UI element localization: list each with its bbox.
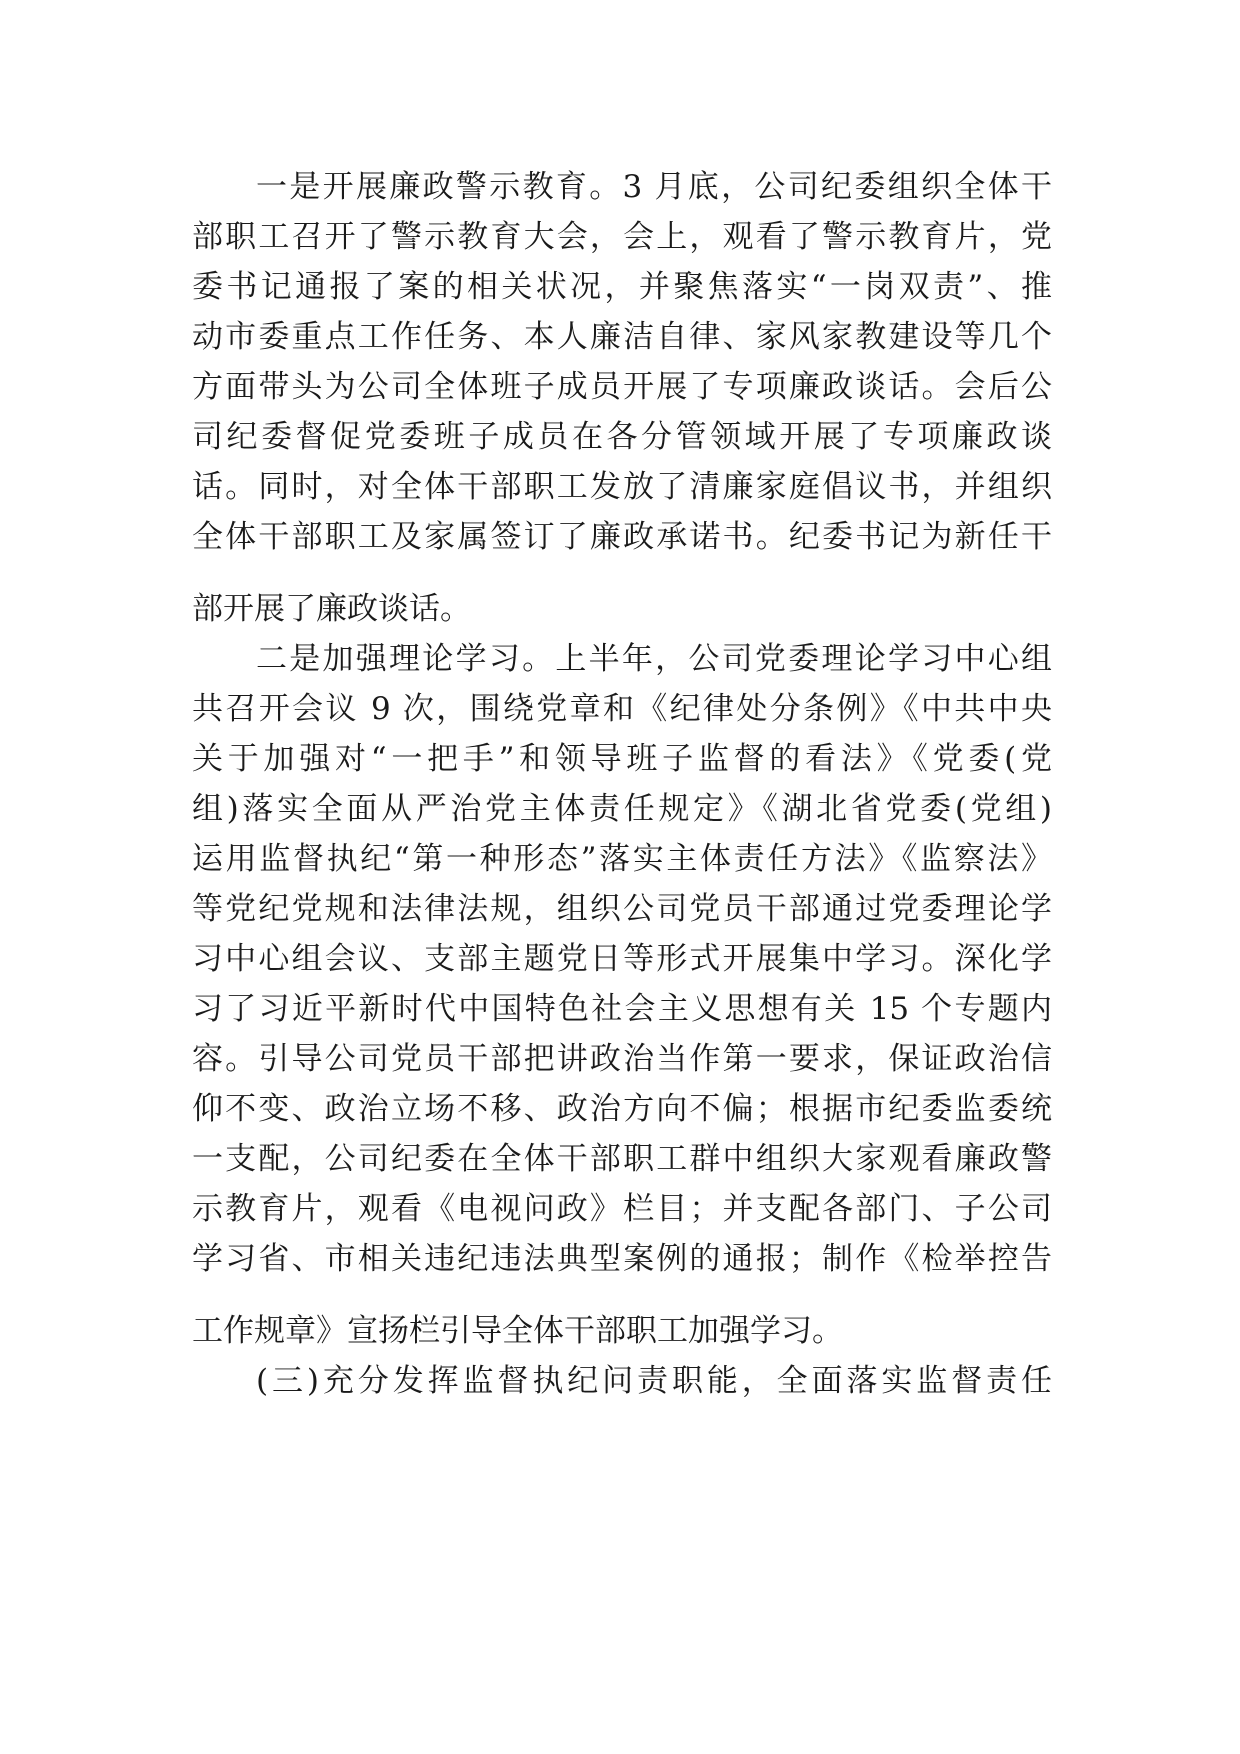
paragraph-spacer (192, 1284, 1052, 1306)
paragraph-line: 运用监督执纪“第一种形态”落实主体责任方法》《监察法》 (192, 841, 1052, 877)
section-heading-line: (三)充分发挥监督执纪问责职能，全面落实监督责任 (256, 1363, 1052, 1399)
document-body (192, 162, 1052, 1406)
paragraph-line: 共召开会议 9 次，围绕党章和《纪律处分条例》《中共中央 (192, 691, 1052, 727)
paragraph-line: 一支配，公司纪委在全体干部职工群中组织大家观看廉政警 (192, 1141, 1052, 1177)
paragraph-line: 工作规章》宣扬栏引导全体干部职工加强学习。 (192, 1313, 843, 1349)
paragraph-line: 一是开展廉政警示教育。3 月底，公司纪委组织全体干 (256, 169, 1052, 205)
paragraph-line: 容。引导公司党员干部把讲政治当作第一要求，保证政治信 (192, 1041, 1052, 1077)
paragraph-line: 部职工召开了警示教育大会，会上，观看了警示教育片，党 (192, 219, 1052, 255)
paragraph-line: 习了习近平新时代中国特色社会主义思想有关 15 个专题内 (192, 991, 1052, 1027)
paragraph-line: 示教育片，观看《电视问政》栏目；并支配各部门、子公司 (192, 1191, 1052, 1227)
paragraph-line: 等党纪党规和法律法规，组织公司党员干部通过党委理论学 (192, 891, 1052, 927)
paragraph-spacer (192, 562, 1052, 584)
paragraph-line: 习中心组会议、支部主题党日等形式开展集中学习。深化学 (192, 941, 1052, 977)
paragraph-line: 司纪委督促党委班子成员在各分管领域开展了专项廉政谈 (192, 419, 1052, 455)
paragraph-line: 委书记通报了案的相关状况，并聚焦落实“一岗双责”、推 (192, 269, 1052, 305)
paragraph-line: 话。同时，对全体干部职工发放了清廉家庭倡议书，并组织 (192, 469, 1052, 505)
paragraph-2 (192, 634, 1052, 1356)
paragraph-line: 学习省、市相关违纪违法典型案例的通报；制作《检举控告 (192, 1241, 1052, 1277)
paragraph-line: 方面带头为公司全体班子成员开展了专项廉政谈话。会后公 (192, 369, 1052, 405)
paragraph-line: 部开展了廉政谈话。 (192, 591, 471, 627)
paragraph-line: 全体干部职工及家属签订了廉政承诺书。纪委书记为新任干 (192, 519, 1052, 555)
paragraph-line: 组)落实全面从严治党主体责任规定》《湖北省党委(党组) (192, 791, 1052, 827)
paragraph-line: 动市委重点工作任务、本人廉洁自律、家风家教建设等几个 (192, 319, 1052, 355)
paragraph-line: 关于加强对“一把手”和领导班子监督的看法》《党委(党 (192, 741, 1052, 777)
paragraph-1 (192, 162, 1052, 634)
paragraph-line: 仰不变、政治立场不移、政治方向不偏；根据市纪委监委统 (192, 1091, 1052, 1127)
paragraph-line: 二是加强理论学习。上半年，公司党委理论学习中心组 (256, 641, 1052, 677)
section-heading-3 (192, 1356, 1052, 1406)
